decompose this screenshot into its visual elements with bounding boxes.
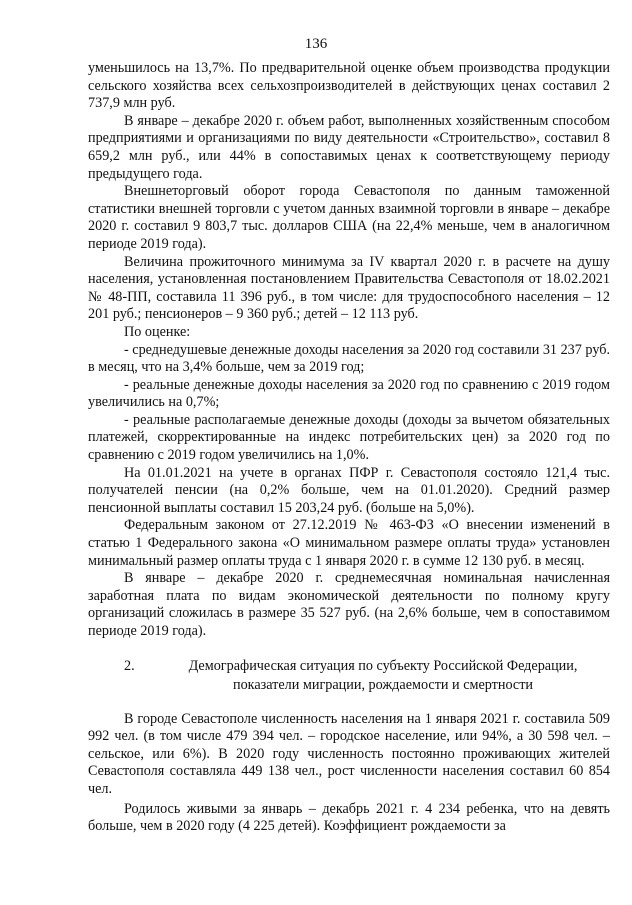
- paragraph: На 01.01.2021 на учете в органах ПФР г. Севастополя состояло 121,4 тыс. получателей пенсии (на 0,2% больше, чем на 01.01.2020). Средний размер пенсионной выплаты составил 15 203,24 руб. (больше на 5,0%).: [88, 464, 610, 516]
- paragraph: Федеральным законом от 27.12.2019 № 463-ФЗ «О внесении изменений в статью 1 Федерального закона «О минимальном размере оплаты труда» установлен минимальный размер оплаты труда с 1 января 2020 г. в сумме 12 130 руб. в месяц.: [88, 517, 610, 569]
- paragraph: Величина прожиточного минимума за IV квартал 2020 г. в расчете на душу населения, установленная постановлением Правительства Севастополя от 18.02.2021 № 48-ПП, составила 11 396 руб., в том числе: для трудоспособного населения – 12 201 руб.; пенсионеров – 9 360 руб.; детей – 12 113 руб.: [88, 253, 610, 323]
- page-number: 136: [304, 36, 328, 52]
- list-item: - реальные располагаемые денежные доходы (доходы за вычетом обязательных платежей, скорректированные на индекс потребительских цен) за 2020 год по сравнению с 2019 годом увеличились на 1,0%.: [88, 411, 610, 464]
- paragraph: В городе Севастополе численность населения на 1 января 2021 г. составила 509 992 чел. (в том числе 479 394 чел. – городское население, или 94%, а 30 598 чел. – сельское, или 6%). В 2020 году численность постоянно проживающих жителей Севастополя составляла 449 138 чел., рост численности населения составил 60 854 чел.: [88, 710, 610, 797]
- section-title: Демографическая ситуация по субъекту Российской Федерации, показатели миграции, рождаемости и смертности: [188, 657, 578, 693]
- list-item: - реальные денежные доходы населения за 2020 год по сравнению с 2019 годом увеличились на 0,7%;: [88, 376, 610, 411]
- list-item: - среднедушевые денежные доходы населения за 2020 год составили 31 237 руб. в месяц, что на 3,4% больше, чем за 2019 год;: [88, 341, 610, 376]
- paragraph: По оценке:: [124, 323, 191, 340]
- section-number: 2.: [124, 657, 135, 674]
- document-body: [88, 60, 610, 836]
- paragraph: уменьшилось на 13,7%. По предварительной оценке объем производства продукции сельского хозяйства всех сельхозпроизводителей в действующих ценах составил 2 737,9 млн руб.: [88, 60, 610, 112]
- paragraph: В январе – декабре 2020 г. среднемесячная номинальная начисленная заработная плата по видам экономической деятельности по полному кругу организаций сложилась в размере 35 527 руб. (на 2,6% больше, чем в сопоставимом периоде 2019 года).: [88, 570, 610, 639]
- paragraph: Внешнеторговый оборот города Севастополя по данным таможенной статистики внешней торговли с учетом данных взаимной торговли в январе – декабре 2020 г. составил 9 803,7 тыс. долларов США (на 22,4% меньше, чем в аналогичном периоде 2019 года).: [88, 183, 610, 252]
- paragraph: Родилось живыми за январь – декабрь 2021 г. 4 234 ребенка, что на девять больше, чем в 2020 году (4 225 детей). Коэффициент рождаемости за: [88, 800, 610, 835]
- paragraph: В январе – декабре 2020 г. объем работ, выполненных хозяйственным способом предприятиями и организациями по виду деятельности «Строительство», составил 8 659,2 млн руб., или 44% в сопоставимых ценах к соответствующему периоду предыдущего года.: [88, 112, 610, 182]
- section-heading: [88, 657, 610, 695]
